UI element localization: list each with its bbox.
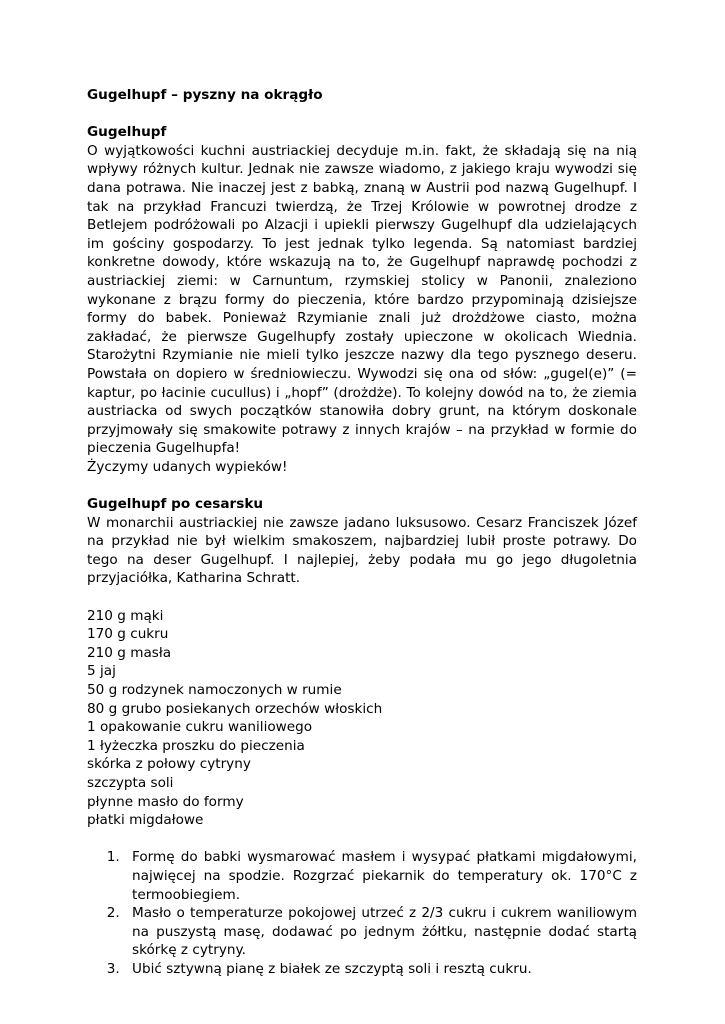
document-title: Gugelhupf – pyszny na okrągło (87, 87, 323, 103)
section-history-heading: Gugelhupf (87, 124, 167, 141)
ingredients-list (87, 607, 637, 830)
ingredient-item: płatki migdałowe (87, 812, 204, 829)
ingredient-item: 1 łyżeczka proszku do pieczenia (87, 737, 305, 754)
section-imperial (87, 495, 637, 588)
ingredient-item: 80 g grubo posiekanych orzechów włoskich (87, 700, 383, 717)
step-item: 1. Formę do babki wysmarować masłem i wysypać płatkami migdałowymi, najwięcej na spodzie. Rozgrzać piekarnik do temperatury ok. 170°C z termoobiegiem. (124, 848, 637, 904)
section-history-closing: Życzymy udanych wypieków! (87, 458, 288, 475)
ingredient-item: szczypta soli (87, 774, 174, 791)
ingredient-item: 210 g masła (87, 644, 172, 661)
ingredient-item: 170 g cukru (87, 626, 169, 643)
step-item: 2. Masło o temperaturze pokojowej utrzeć z 2/3 cukru i cukrem waniliowym na puszystą masę, dodawać po jednym żółtku, następnie dodać startą skórkę z cytryny. (124, 904, 637, 960)
section-history (87, 123, 637, 476)
ingredient-item: 210 g mąki (87, 607, 164, 624)
step-item: 3. Ubić sztywną pianę z białek ze szczyptą soli i resztą cukru. (124, 960, 637, 979)
ingredient-item: 5 jaj (87, 663, 116, 680)
section-history-body: O wyjątkowości kuchni austriackiej decyduje m.in. fakt, że składają się na nią wpływy różnych kultur. Jednak nie zawsze wiadomo, z jakiego kraju wywodzi się dana potrawa. Nie inaczej jest z babką, znaną w Austrii pod nazwą Gugelhupf. I tak na przykład Francuzi twierdzą, że Trzej Królowie w powrotnej drodze z Betlejem podróżowali po Alzacji i upiekli pierwszy Gugelhupf dla udzielających im gościny gospodarzy. To jest jednak tylko legenda. Są natomiast bardziej konkretne dowody, które wskazują na to, że Gugelhupf naprawdę pochodzi z austriackiej ziemi: w Carnuntum, rzymskiej stolicy w Panonii, znaleziono wykonane z brązu formy do pieczenia, które bardzo przypominają dzisiejsze formy do babek. Ponieważ Rzymianie znali już drożdżowe ciasto, można zakładać, że pierwsze Gugelhupfy zostały upieczone w okolicach Wiednia. Starożytni Rzymianie nie mieli tylko jeszcze nazwy dla tego pysznego deseru. Powstała on dopiero w średniowieczu. Wywodzi się ona od słów: „gugel(e)” (= kaptur, po łacinie cucullus) i „hopf” (drożdże). To kolejny dowód na to, że ziemia austriacka od swych początków stanowiła dobry grunt, na którym doskonale przyjmowały się smakowite potrawy z innych krajów – na przykład w formie do pieczenia Gugelhupfa! (87, 142, 637, 457)
steps-list (87, 848, 637, 978)
ingredient-item: płynne masło do formy (87, 793, 244, 810)
section-imperial-body: W monarchii austriackiej nie zawsze jadano luksusowo. Cesarz Franciszek Józef na przykład nie był wielkim smakoszem, najbardziej lubił proste potrawy. Do tego na deser Gugelhupf. I najlepiej, żeby podała mu go jego długoletnia przyjaciółka, Katharina Schratt. (87, 514, 637, 587)
ingredient-item: 1 opakowanie cukru waniliowego (87, 719, 313, 736)
ingredient-item: 50 g rodzynek namoczonych w rumie (87, 682, 342, 698)
ingredient-item: skórka z połowy cytryny (87, 756, 251, 773)
section-imperial-heading: Gugelhupf po cesarsku (87, 496, 264, 513)
